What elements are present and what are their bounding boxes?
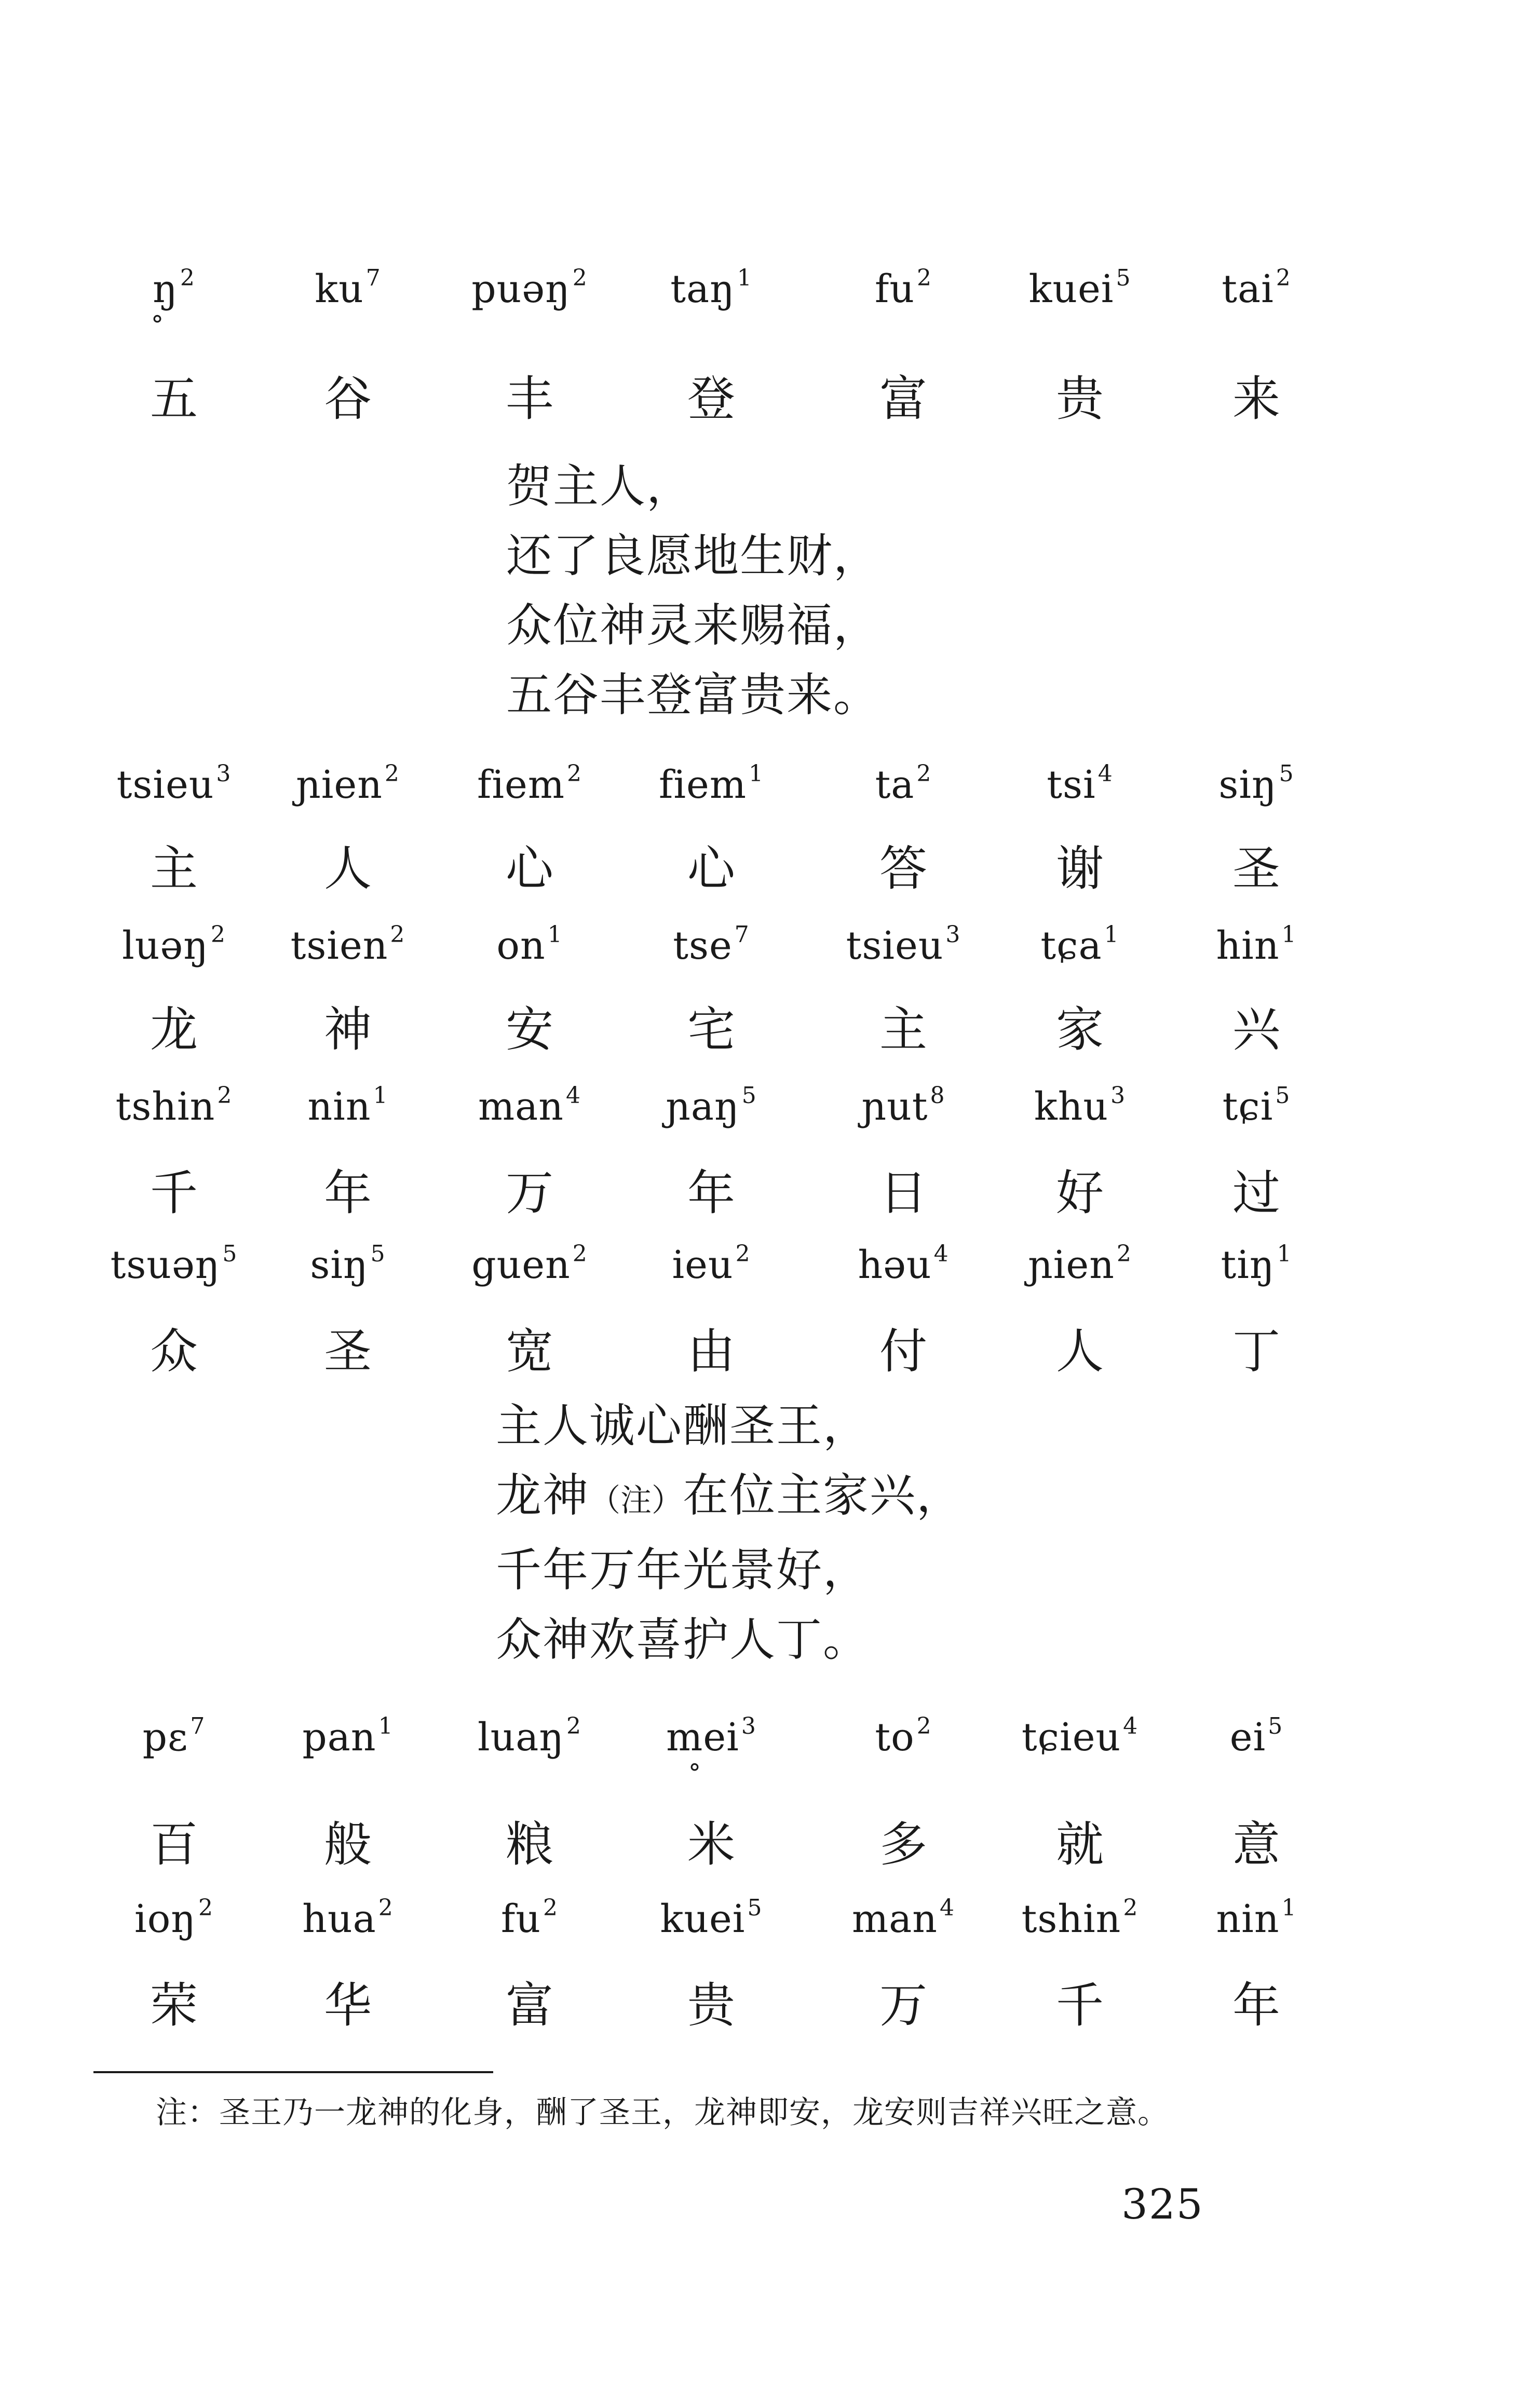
- chinese-character: 宽: [505, 1324, 553, 1379]
- romanization-syllable: [441, 1082, 618, 1129]
- syllable-text: nin: [1216, 1897, 1280, 1941]
- chinese-character: 登: [687, 371, 735, 427]
- romanization-syllable: [623, 1241, 800, 1287]
- tone-number: 2: [735, 1241, 751, 1267]
- chinese-character: 五: [150, 371, 198, 427]
- tone-number: 1: [1281, 921, 1297, 948]
- romanization-syllable: [815, 760, 992, 807]
- syllable-text: tshin: [1021, 1897, 1121, 1941]
- syllable-text: fiem: [477, 763, 565, 807]
- syllable-text: siŋ: [310, 1243, 369, 1287]
- syllable-text: puəŋ: [471, 267, 571, 311]
- romanization-syllable: [992, 1713, 1168, 1760]
- syllable-text: ɲaŋ: [666, 1084, 740, 1129]
- tone-number: 1: [1277, 1241, 1292, 1267]
- romanization-syllable: [441, 265, 618, 311]
- syllable-text: to: [875, 1715, 915, 1760]
- chinese-character: 心: [687, 841, 735, 896]
- tone-number: 5: [1268, 1713, 1283, 1739]
- syllable-text: tsieu: [116, 763, 214, 807]
- syllable-text: tshin: [115, 1084, 215, 1129]
- tone-number: 4: [1098, 760, 1113, 787]
- syllable-text: kuei: [1028, 267, 1114, 311]
- syllable-text: ŋ: [153, 267, 178, 311]
- syllable-text: fu: [500, 1897, 541, 1941]
- tone-number: 2: [572, 1241, 588, 1267]
- tone-number: 1: [749, 760, 764, 787]
- romanization-syllable: [815, 1895, 992, 1941]
- tone-number: 2: [916, 760, 932, 787]
- tone-number: 2: [543, 1895, 559, 1921]
- tone-number: 2: [1116, 1241, 1132, 1267]
- syllable-text: ɲien: [1028, 1243, 1115, 1287]
- romanization-syllable: [260, 265, 436, 311]
- tone-number: 3: [216, 760, 232, 787]
- romanization-syllable: [992, 1895, 1168, 1941]
- chinese-character: 万: [879, 1978, 927, 2033]
- romanization-syllable: [992, 1082, 1168, 1129]
- chinese-character: 多: [879, 1817, 927, 1872]
- chinese-character: 心: [505, 841, 553, 896]
- syllable-text: kuei: [660, 1897, 746, 1941]
- syllable-circle-mark: °: [688, 1759, 701, 1788]
- syllable-text: pɛ: [142, 1715, 188, 1760]
- tone-number: 1: [373, 1082, 388, 1109]
- syllable-text: luəŋ: [122, 923, 209, 968]
- romanization-syllable: [623, 1895, 800, 1941]
- romanization-syllable: [992, 760, 1168, 807]
- romanization-syllable: [86, 921, 262, 968]
- chinese-character: 来: [1232, 371, 1280, 427]
- verse-line: [496, 1391, 963, 1461]
- romanization-syllable: [1168, 265, 1345, 311]
- syllable-text: tsuəŋ: [110, 1243, 221, 1287]
- chinese-character: 丰: [505, 371, 553, 427]
- syllable-text: ɲut: [861, 1084, 928, 1129]
- verse-line: [506, 452, 880, 521]
- tone-number: 1: [378, 1713, 394, 1739]
- chinese-character: 家: [1055, 1002, 1104, 1057]
- tone-number: 2: [1123, 1895, 1139, 1921]
- syllable-text: siŋ: [1218, 763, 1277, 807]
- verse-text: 还了良愿地生财，: [506, 529, 880, 582]
- syllable-text: tɕa: [1040, 923, 1102, 968]
- romanization-syllable: [623, 921, 800, 968]
- footnote-divider: [93, 2071, 493, 2073]
- tone-number: 3: [945, 921, 961, 948]
- syllable-text: man: [478, 1084, 564, 1129]
- chinese-character: 人: [323, 841, 372, 896]
- syllable-text: tɕieu: [1021, 1715, 1121, 1760]
- verse-text: 在位主家兴，: [683, 1468, 964, 1522]
- syllable-text: on: [496, 923, 546, 968]
- chinese-character: 意: [1232, 1817, 1280, 1872]
- tone-number: 5: [1275, 1082, 1291, 1109]
- syllable-text: mei: [666, 1715, 739, 1760]
- romanization-syllable: [1168, 1241, 1345, 1287]
- footnote-marker: （注）: [589, 1482, 683, 1519]
- tone-number: 1: [547, 921, 563, 948]
- chinese-character: 丁: [1232, 1324, 1280, 1379]
- tone-number: 4: [933, 1241, 949, 1267]
- romanization-syllable: [815, 1713, 992, 1760]
- chinese-character: 贵: [687, 1978, 735, 2033]
- verse-text: 五谷丰登富贵来。: [506, 668, 880, 722]
- chinese-character: 人: [1055, 1324, 1104, 1379]
- syllable-text: nin: [307, 1084, 371, 1129]
- chinese-character: 圣: [1232, 841, 1280, 896]
- chinese-character: 百: [150, 1817, 198, 1872]
- chinese-character: 贵: [1055, 371, 1104, 427]
- romanization-syllable: [86, 760, 262, 807]
- syllable-text: fiem: [658, 763, 747, 807]
- tone-number: 2: [917, 265, 932, 291]
- tone-number: 7: [734, 921, 750, 948]
- chinese-character: 千: [150, 1165, 198, 1221]
- verse-text: 龙神: [496, 1468, 590, 1522]
- romanization-syllable: [86, 1082, 262, 1129]
- tone-number: 1: [1281, 1895, 1297, 1921]
- tone-number: 1: [1104, 921, 1119, 948]
- chinese-character: 安: [505, 1002, 553, 1057]
- tone-number: 2: [566, 1713, 582, 1739]
- romanization-syllable: [260, 1895, 436, 1941]
- syllable-text: hin: [1216, 923, 1280, 968]
- chinese-character: 就: [1055, 1817, 1104, 1872]
- tone-number: 5: [741, 1082, 757, 1109]
- chinese-character: 般: [323, 1817, 372, 1872]
- tone-number: 3: [741, 1713, 756, 1739]
- romanization-syllable: [992, 921, 1168, 968]
- romanization-syllable: [441, 760, 618, 807]
- romanization-syllable: [623, 1713, 800, 1788]
- chinese-character: 年: [687, 1165, 735, 1221]
- syllable-circle-mark: °: [151, 310, 164, 339]
- romanization-syllable: [992, 265, 1168, 311]
- chinese-character: 荣: [150, 1978, 198, 2033]
- tone-number: 5: [1116, 265, 1131, 291]
- syllable-text: ei: [1229, 1715, 1266, 1760]
- syllable-text: ieu: [672, 1243, 734, 1287]
- chinese-character: 宅: [687, 1002, 735, 1057]
- syllable-text: ɲien: [296, 763, 383, 807]
- syllable-text: tsieu: [846, 923, 944, 968]
- romanization-syllable: [815, 1241, 992, 1287]
- romanization-syllable: [815, 1082, 992, 1129]
- romanization-syllable: [441, 1895, 618, 1941]
- chinese-character: 圣: [323, 1324, 372, 1379]
- verse-text: 众位神灵来赐福，: [506, 598, 880, 652]
- syllable-text: guen: [471, 1243, 571, 1287]
- page-number: 325: [1121, 2180, 1204, 2228]
- footnote: 注：圣王乃一龙神的化身，酬了圣王，龙神即安，龙安则吉祥兴旺之意。: [156, 2094, 1169, 2131]
- chinese-character: 龙: [150, 1002, 198, 1057]
- romanization-syllable: [1168, 760, 1345, 807]
- tone-number: 2: [217, 1082, 233, 1109]
- chinese-character: 好: [1055, 1165, 1104, 1221]
- romanization-syllable: [623, 1082, 800, 1129]
- tone-number: 1: [737, 265, 752, 291]
- romanization-syllable: [86, 1895, 262, 1941]
- syllable-text: khu: [1034, 1084, 1109, 1129]
- syllable-text: taŋ: [670, 267, 735, 311]
- romanization-syllable: [260, 1082, 436, 1129]
- syllable-text: tsien: [290, 923, 388, 968]
- chinese-character: 主: [879, 1002, 927, 1057]
- syllable-text: tse: [673, 923, 733, 968]
- tone-number: 3: [1110, 1082, 1126, 1109]
- tone-number: 2: [572, 265, 588, 291]
- chinese-character: 兴: [1232, 1002, 1280, 1057]
- romanization-syllable: [992, 1241, 1168, 1287]
- tone-number: 2: [210, 921, 226, 948]
- chinese-character: 华: [323, 1978, 372, 2033]
- chinese-character: 富: [879, 371, 927, 427]
- verse-line: [496, 1535, 963, 1605]
- romanization-syllable: [623, 265, 800, 311]
- chinese-character: 年: [1232, 1978, 1280, 2033]
- verse-line: [496, 1461, 963, 1535]
- romanization-syllable: [441, 921, 618, 968]
- tone-number: 5: [222, 1241, 238, 1267]
- chinese-character: 年: [323, 1165, 372, 1221]
- tone-number: 7: [365, 265, 381, 291]
- romanization-syllable: [1168, 1713, 1345, 1760]
- chinese-character: 日: [879, 1165, 927, 1221]
- chinese-character: 神: [323, 1002, 372, 1057]
- verse-line: [506, 591, 880, 660]
- romanization-syllable: [86, 265, 262, 339]
- chinese-character: 粮: [505, 1817, 553, 1872]
- tone-number: 5: [747, 1895, 763, 1921]
- chinese-character: 众: [150, 1324, 198, 1379]
- tone-number: 5: [370, 1241, 386, 1267]
- tone-number: 2: [198, 1895, 213, 1921]
- syllable-text: tsi: [1047, 763, 1096, 807]
- romanization-syllable: [260, 921, 436, 968]
- chinese-character: 由: [687, 1324, 735, 1379]
- chinese-character: 答: [879, 841, 927, 896]
- verse-text: 众神欢喜护人丁。: [496, 1613, 870, 1666]
- tone-number: 2: [1276, 265, 1291, 291]
- verse-line: [506, 521, 880, 591]
- syllable-text: tiŋ: [1221, 1243, 1275, 1287]
- syllable-text: ku: [315, 267, 364, 311]
- tone-number: 2: [378, 1895, 394, 1921]
- chinese-character: 谷: [323, 371, 372, 427]
- syllable-text: pan: [302, 1715, 376, 1760]
- tone-number: 4: [939, 1895, 955, 1921]
- chinese-character: 富: [505, 1978, 553, 2033]
- verse-text: 主人诚心酬圣王，: [496, 1399, 870, 1452]
- chinese-character: 付: [879, 1324, 927, 1379]
- tone-number: 8: [930, 1082, 945, 1109]
- romanization-syllable: [86, 1713, 262, 1760]
- chinese-character: 千: [1055, 1978, 1104, 2033]
- tone-number: 4: [565, 1082, 581, 1109]
- romanization-syllable: [441, 1713, 618, 1760]
- syllable-text: tɕi: [1222, 1084, 1273, 1129]
- verse-text: 贺主人，: [506, 459, 694, 513]
- verse-text: 千年万年光景好，: [496, 1543, 870, 1597]
- romanization-syllable: [1168, 1082, 1345, 1129]
- tone-number: 2: [916, 1713, 932, 1739]
- syllable-text: hua: [302, 1897, 376, 1941]
- tone-number: 2: [180, 265, 195, 291]
- tone-number: 4: [1123, 1713, 1139, 1739]
- romanization-syllable: [815, 265, 992, 311]
- verse-translation: [496, 1391, 963, 1675]
- romanization-syllable: [441, 1241, 618, 1287]
- verse-line: [506, 660, 880, 730]
- tone-number: 2: [567, 760, 582, 787]
- romanization-syllable: [86, 1241, 262, 1287]
- chinese-character: 过: [1232, 1165, 1280, 1221]
- romanization-syllable: [815, 921, 992, 968]
- romanization-syllable: [623, 760, 800, 807]
- tone-number: 5: [1279, 760, 1294, 787]
- syllable-text: həu: [858, 1243, 932, 1287]
- syllable-text: luaŋ: [477, 1715, 565, 1760]
- tone-number: 2: [384, 760, 400, 787]
- chinese-character: 米: [687, 1817, 735, 1872]
- tone-number: 2: [390, 921, 405, 948]
- romanization-syllable: [260, 1713, 436, 1760]
- chinese-character: 主: [150, 841, 198, 896]
- syllable-text: tai: [1222, 267, 1274, 311]
- chinese-character: 谢: [1055, 841, 1104, 896]
- verse-translation: [506, 452, 880, 730]
- syllable-text: ta: [875, 763, 915, 807]
- verse-line: [496, 1605, 963, 1675]
- syllable-text: ioŋ: [134, 1897, 196, 1941]
- syllable-text: man: [852, 1897, 938, 1941]
- chinese-character: 万: [505, 1165, 553, 1221]
- tone-number: 7: [190, 1713, 206, 1739]
- romanization-syllable: [1168, 921, 1345, 968]
- syllable-text: fu: [874, 267, 915, 311]
- romanization-syllable: [1168, 1895, 1345, 1941]
- romanization-syllable: [260, 760, 436, 807]
- romanization-syllable: [260, 1241, 436, 1287]
